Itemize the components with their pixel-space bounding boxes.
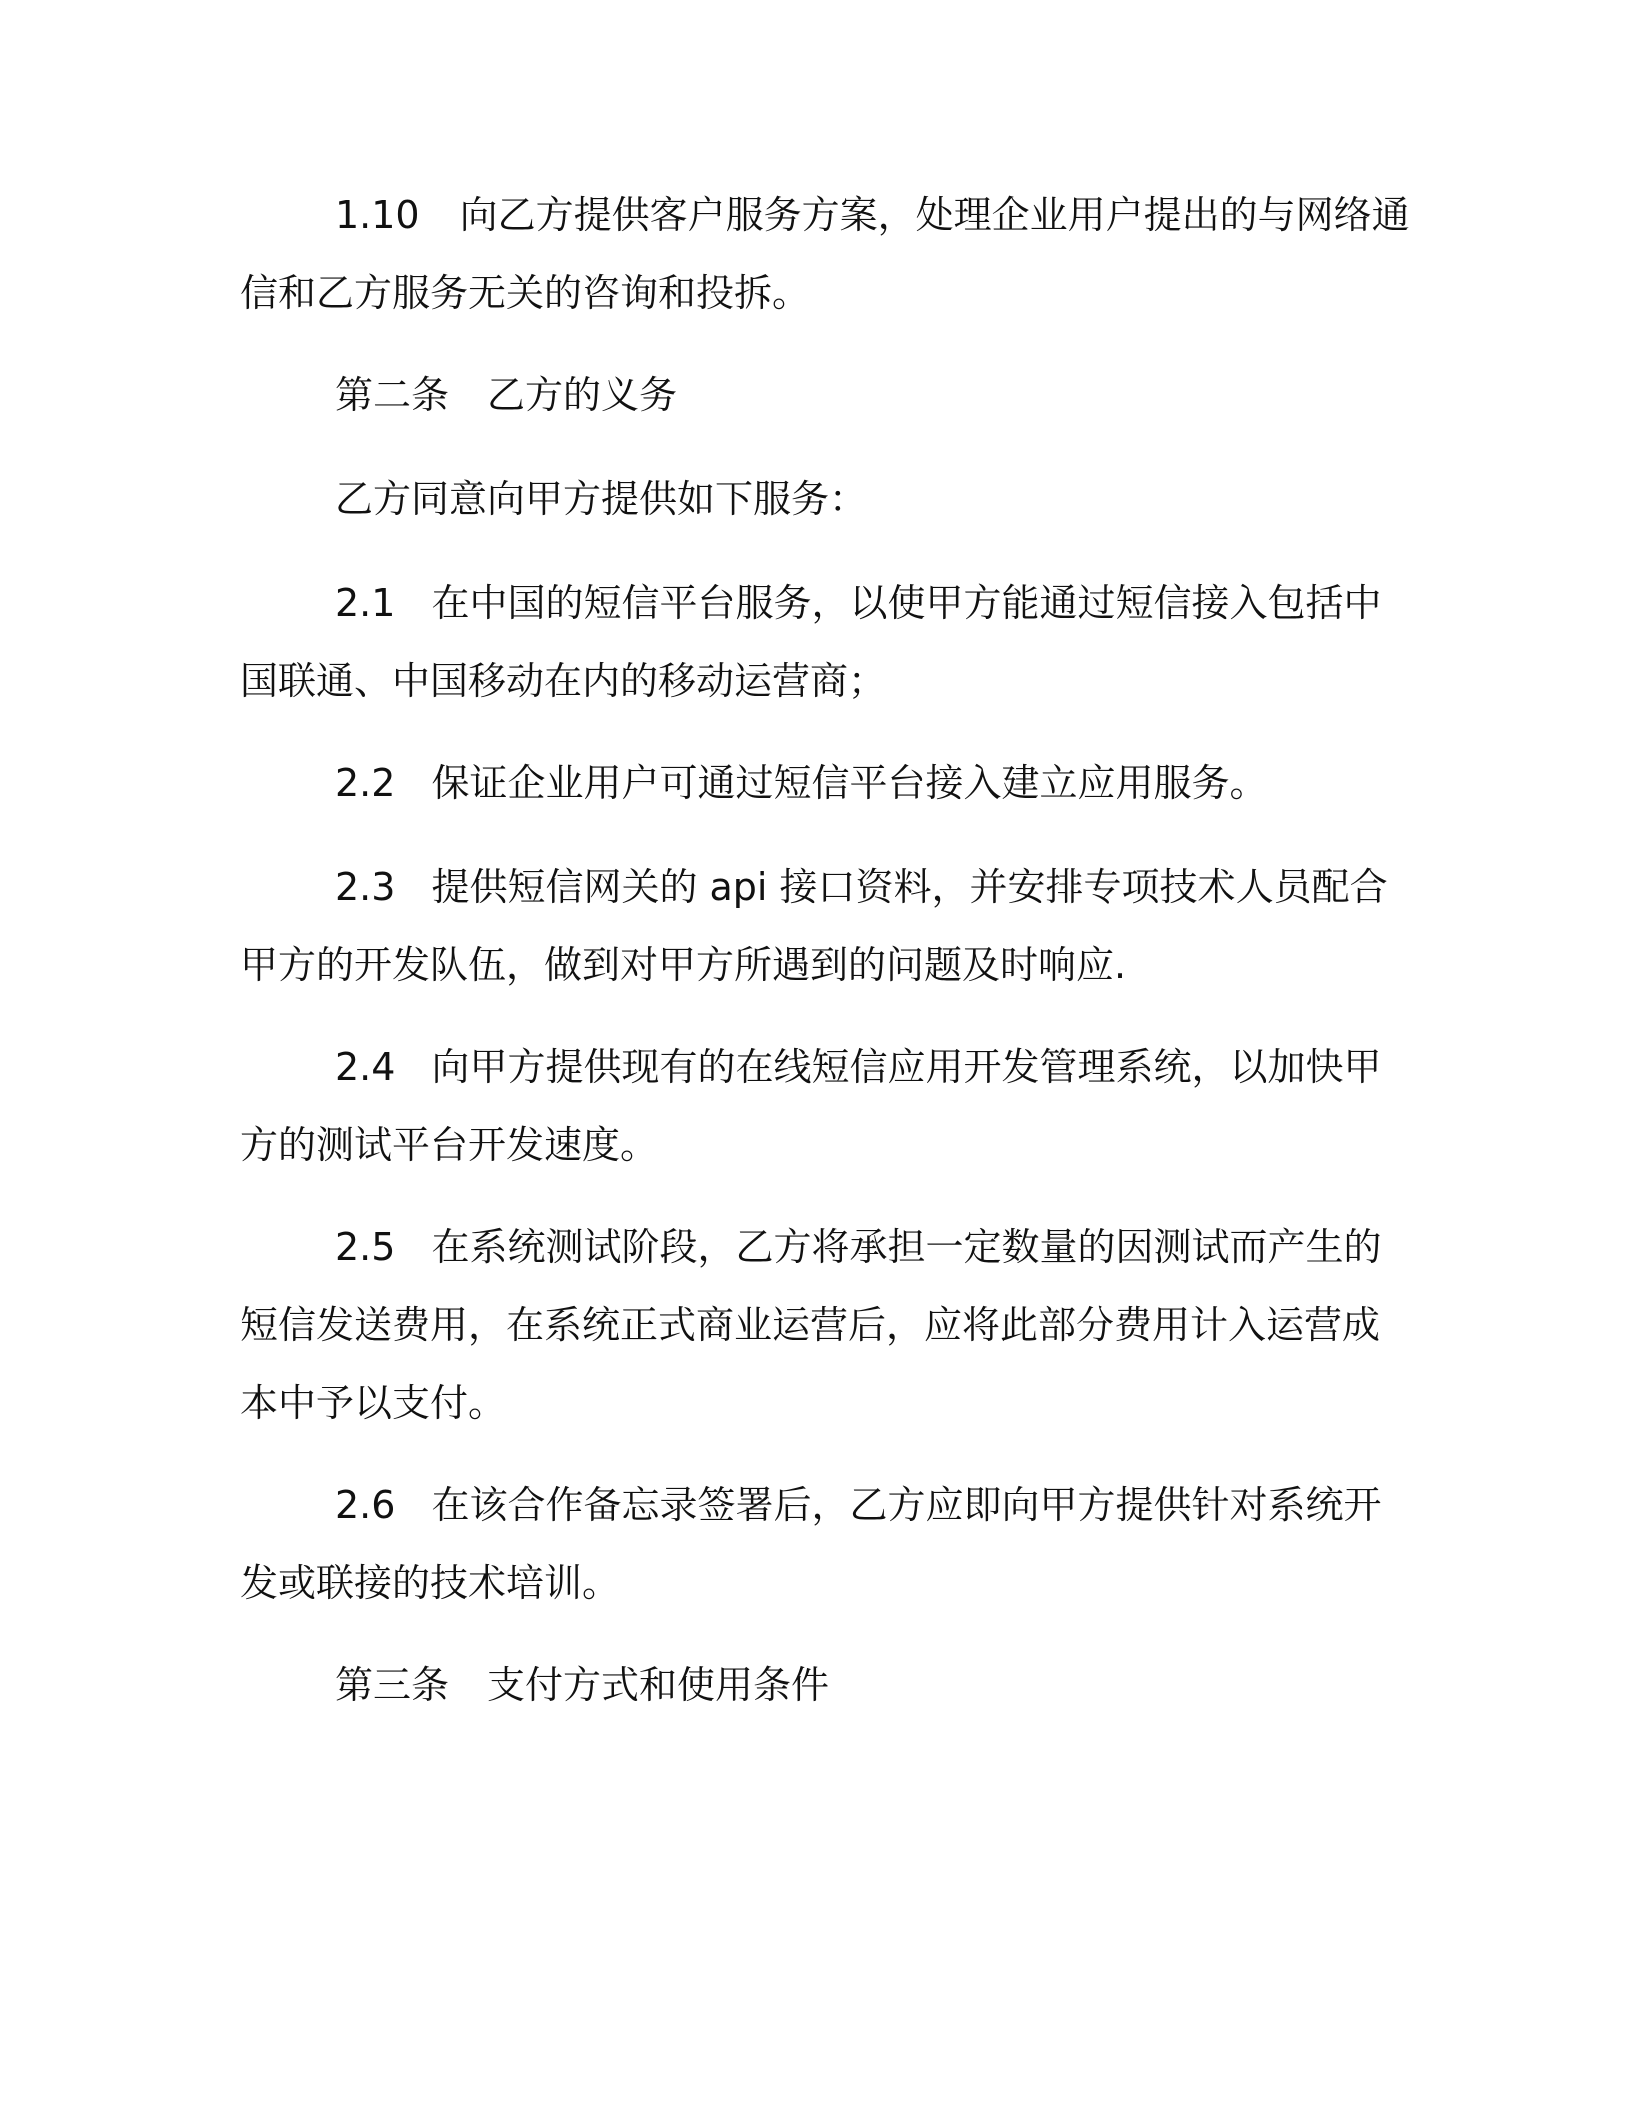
article-2-heading — [240, 356, 1380, 434]
clause-number: 1.10 — [335, 193, 420, 237]
clause-continuation: 甲方的开发队伍，做到对甲方所遇到的问题及时响应. — [240, 943, 1127, 987]
clause-text: 提供短信网关的 api 接口资料，并安排专项技术人员配合 — [431, 865, 1388, 909]
clause-text: 保证企业用户可通过短信平台接入建立应用服务。 — [431, 761, 1268, 805]
clause-line — [240, 564, 1380, 642]
heading-line — [240, 1646, 1380, 1724]
article-label: 第二条 — [335, 373, 450, 417]
clause-continuation: 短信发送费用，在系统正式商业运营后，应将此部分费用计入运营成 — [240, 1303, 1381, 1347]
clause-text: 向甲方提供现有的在线短信应用开发管理系统，以加快甲 — [431, 1045, 1382, 1089]
clause-number: 2.4 — [335, 1045, 396, 1089]
clause-line — [240, 1028, 1380, 1106]
clause-continuation: 本中予以支付。 — [240, 1381, 507, 1425]
article-title: 乙方的义务 — [487, 373, 678, 417]
clause-1-10 — [240, 176, 1410, 332]
clause-2-3 — [240, 848, 1388, 1004]
clause-continuation: 发或联接的技术培训。 — [240, 1561, 621, 1605]
clause-continuation: 方的测试平台开发速度。 — [240, 1123, 659, 1167]
clause-line — [240, 176, 1410, 254]
clause-text: 在系统测试阶段，乙方将承担一定数量的因测试而产生的 — [431, 1225, 1382, 1269]
clause-2-5 — [240, 1208, 1380, 1442]
article-title: 支付方式和使用条件 — [487, 1663, 830, 1707]
clause-line — [240, 1208, 1380, 1286]
clause-2-4 — [240, 1028, 1380, 1184]
clause-continuation: 信和乙方服务无关的咨询和投拆。 — [240, 271, 811, 315]
intro-text: 乙方同意向甲方提供如下服务： — [335, 477, 868, 521]
clause-2-1 — [240, 564, 1380, 720]
clause-number: 2.5 — [335, 1225, 396, 1269]
article-label: 第三条 — [335, 1663, 450, 1707]
clause-line — [240, 1466, 1380, 1544]
clause-2-2 — [240, 744, 1380, 822]
clause-line — [240, 848, 1388, 926]
clause-continuation: 国联通、中国移动在内的移动运营商； — [240, 659, 887, 703]
clause-number: 2.3 — [335, 865, 396, 909]
article-3-heading — [240, 1646, 1380, 1724]
clause-number: 2.6 — [335, 1483, 396, 1527]
clause-number: 2.1 — [335, 581, 396, 625]
clause-2-6 — [240, 1466, 1380, 1622]
heading-line — [240, 356, 1380, 434]
clause-number: 2.2 — [335, 761, 396, 805]
services-intro — [240, 460, 1380, 538]
clause-text: 在该合作备忘录签署后，乙方应即向甲方提供针对系统开 — [431, 1483, 1382, 1527]
clause-text: 向乙方提供客户服务方案，处理企业用户提出的与网络通 — [459, 193, 1410, 237]
clause-text: 在中国的短信平台服务，以使甲方能通过短信接入包括中 — [431, 581, 1382, 625]
clause-line — [240, 744, 1380, 822]
